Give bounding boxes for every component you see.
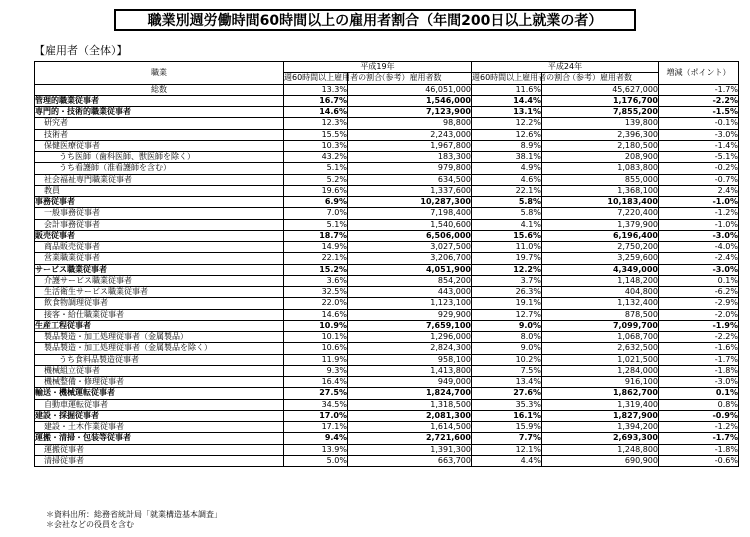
change-cell: -1.8%: [659, 444, 739, 455]
employees-h24-cell: 6,196,400: [542, 230, 659, 241]
ratio-h19-cell: 3.6%: [284, 275, 348, 286]
ratio-h24-cell: 15.9%: [472, 422, 542, 433]
table-row: [35, 332, 739, 343]
table-row: [35, 422, 739, 433]
ratio-h19-cell: 16.4%: [284, 377, 348, 388]
ratio-h19-cell: 32.5%: [284, 287, 348, 298]
table-row: [35, 219, 739, 230]
employees-h19-cell: 1,824,700: [348, 388, 472, 399]
total-name: 総数: [35, 84, 284, 95]
ratio-h24-cell: 27.6%: [472, 388, 542, 399]
table-row: [35, 444, 739, 455]
occupation-cell: 一般事務従事者: [35, 208, 284, 219]
occupation-cell: 製品製造・加工処理従事者（金属製品を除く）: [35, 343, 284, 354]
ratio-h19-cell: 14.9%: [284, 242, 348, 253]
employees-h24-cell: 1,148,200: [542, 275, 659, 286]
table-row: [35, 410, 739, 421]
footnote-officers: ＊会社などの役員を含む: [46, 520, 134, 529]
change-cell: -1.0%: [659, 219, 739, 230]
header-category: 職業: [35, 62, 284, 85]
change-cell: -6.2%: [659, 287, 739, 298]
ratio-h24-cell: 22.1%: [472, 185, 542, 196]
employees-h24-cell: 2,180,500: [542, 140, 659, 151]
header-year-h24: 平成24年: [472, 62, 659, 73]
change-cell: -1.7%: [659, 354, 739, 365]
change-cell: -4.0%: [659, 242, 739, 253]
occupation-cell: 技術者: [35, 129, 284, 140]
occupation-cell: 商品販売従事者: [35, 242, 284, 253]
occupation-cell: 清掃従事者: [35, 455, 284, 466]
ratio-h24-cell: 19.1%: [472, 298, 542, 309]
occupation-cell: 機械整備・修理従事者: [35, 377, 284, 388]
ratio-h24-cell: 4.1%: [472, 219, 542, 230]
occupation-cell: うち医師（歯科医師、獣医師を除く）: [35, 152, 284, 163]
employees-h19-cell: 4,051,900: [348, 264, 472, 275]
ratio-h24-cell: 12.2%: [472, 118, 542, 129]
employees-h19-cell: 2,243,000: [348, 129, 472, 140]
table-row: [35, 388, 739, 399]
table-row: [35, 287, 739, 298]
change-cell: -0.1%: [659, 118, 739, 129]
table-row: [35, 298, 739, 309]
employees-h24-cell: 1,368,100: [542, 185, 659, 196]
table-row: [35, 129, 739, 140]
employees-h24-cell: 7,099,700: [542, 320, 659, 331]
ratio-h24-cell: 4.9%: [472, 163, 542, 174]
occupation-cell: 会計事務従事者: [35, 219, 284, 230]
employees-h24-cell: 1,379,900: [542, 219, 659, 230]
occupation-cell: 製品製造・加工処理従事者（金属製品）: [35, 332, 284, 343]
table-row: [35, 197, 739, 208]
table-row: [35, 118, 739, 129]
employees-h19-cell: 1,413,800: [348, 365, 472, 376]
employees-h24-cell: 1,862,700: [542, 388, 659, 399]
occupation-cell: 接客・給仕職業従事者: [35, 309, 284, 320]
occupation-cell: 介護サービス職業従事者: [35, 275, 284, 286]
table-row: [35, 264, 739, 275]
occupation-cell: 保健医療従事者: [35, 140, 284, 151]
total-employees-h19: 46,051,000: [348, 84, 472, 95]
employees-h19-cell: 929,900: [348, 309, 472, 320]
employees-h24-cell: 690,900: [542, 455, 659, 466]
page-title: [114, 9, 636, 31]
employees-h24-cell: 3,259,600: [542, 253, 659, 264]
employment-table: [34, 61, 739, 467]
header-employees-h19: （参考）雇用者数: [348, 73, 472, 84]
change-cell: -1.8%: [659, 365, 739, 376]
ratio-h19-cell: 10.9%: [284, 320, 348, 331]
employees-h19-cell: 7,123,900: [348, 107, 472, 118]
employees-h19-cell: 1,296,000: [348, 332, 472, 343]
occupation-cell: 運搬・清掃・包装等従事者: [35, 433, 284, 444]
ratio-h19-cell: 9.4%: [284, 433, 348, 444]
employees-h19-cell: 10,287,300: [348, 197, 472, 208]
change-cell: 0.1%: [659, 275, 739, 286]
employees-h19-cell: 98,800: [348, 118, 472, 129]
occupation-cell: 輸送・機械運転従事者: [35, 388, 284, 399]
ratio-h19-cell: 19.6%: [284, 185, 348, 196]
employees-h19-cell: 1,614,500: [348, 422, 472, 433]
occupation-cell: 社会福祉専門職業従事者: [35, 174, 284, 185]
ratio-h19-cell: 18.7%: [284, 230, 348, 241]
change-cell: -2.9%: [659, 298, 739, 309]
occupation-cell: 営業職業従事者: [35, 253, 284, 264]
table-row: [35, 365, 739, 376]
ratio-h19-cell: 5.2%: [284, 174, 348, 185]
ratio-h24-cell: 3.7%: [472, 275, 542, 286]
ratio-h19-cell: 22.1%: [284, 253, 348, 264]
table-row: [35, 140, 739, 151]
employees-h24-cell: 404,800: [542, 287, 659, 298]
ratio-h24-cell: 16.1%: [472, 410, 542, 421]
employees-h19-cell: 854,200: [348, 275, 472, 286]
ratio-h24-cell: 12.1%: [472, 444, 542, 455]
occupation-cell: サービス職業従事者: [35, 264, 284, 275]
occupation-cell: 販売従事者: [35, 230, 284, 241]
page-title-text: 職業別週労働時間60時間以上の雇用者割合（年間200日以上就業の者）: [147, 13, 603, 29]
employees-h19-cell: 979,800: [348, 163, 472, 174]
footnotes: [46, 510, 222, 530]
occupation-cell: 建設・採掘従事者: [35, 410, 284, 421]
table-row: [35, 95, 739, 106]
total-change: -1.7%: [659, 84, 739, 95]
employees-h24-cell: 1,132,400: [542, 298, 659, 309]
total-ratio-h24: 11.6%: [472, 84, 542, 95]
employees-h24-cell: 1,176,700: [542, 95, 659, 106]
total-employees-h24: 45,627,000: [542, 84, 659, 95]
table-row: [35, 320, 739, 331]
change-cell: -1.2%: [659, 208, 739, 219]
occupation-cell: 機械組立従事者: [35, 365, 284, 376]
table-row: [35, 107, 739, 118]
employees-h24-cell: 2,396,300: [542, 129, 659, 140]
occupation-cell: 生産工程従事者: [35, 320, 284, 331]
ratio-h24-cell: 4.4%: [472, 455, 542, 466]
ratio-h19-cell: 27.5%: [284, 388, 348, 399]
ratio-h19-cell: 12.3%: [284, 118, 348, 129]
ratio-h19-cell: 11.9%: [284, 354, 348, 365]
employees-h24-cell: 2,693,300: [542, 433, 659, 444]
change-cell: -2.2%: [659, 332, 739, 343]
table-row: [35, 377, 739, 388]
ratio-h24-cell: 7.7%: [472, 433, 542, 444]
employees-h24-cell: 855,000: [542, 174, 659, 185]
change-cell: 0.1%: [659, 388, 739, 399]
table-row: [35, 253, 739, 264]
change-cell: -2.4%: [659, 253, 739, 264]
ratio-h24-cell: 13.4%: [472, 377, 542, 388]
employees-h19-cell: 958,100: [348, 354, 472, 365]
employees-h19-cell: 1,337,600: [348, 185, 472, 196]
employees-h24-cell: 1,083,800: [542, 163, 659, 174]
ratio-h19-cell: 16.7%: [284, 95, 348, 106]
ratio-h24-cell: 7.5%: [472, 365, 542, 376]
ratio-h24-cell: 12.2%: [472, 264, 542, 275]
table-row: [35, 208, 739, 219]
employees-h19-cell: 1,318,500: [348, 399, 472, 410]
occupation-cell: 生活衛生サービス職業従事者: [35, 287, 284, 298]
occupation-cell: 教員: [35, 185, 284, 196]
ratio-h24-cell: 15.6%: [472, 230, 542, 241]
ratio-h19-cell: 10.3%: [284, 140, 348, 151]
change-cell: 0.8%: [659, 399, 739, 410]
employees-h24-cell: 139,800: [542, 118, 659, 129]
change-cell: -3.0%: [659, 230, 739, 241]
ratio-h19-cell: 6.9%: [284, 197, 348, 208]
change-cell: -1.5%: [659, 107, 739, 118]
occupation-cell: 飲食物調理従事者: [35, 298, 284, 309]
occupation-cell: 運搬従事者: [35, 444, 284, 455]
employees-h24-cell: 1,068,700: [542, 332, 659, 343]
employees-h19-cell: 2,824,300: [348, 343, 472, 354]
occupation-cell: 建設・土木作業従事者: [35, 422, 284, 433]
employees-h19-cell: 7,659,100: [348, 320, 472, 331]
employees-h24-cell: 916,100: [542, 377, 659, 388]
occupation-cell: うち食料品製造従事者: [35, 354, 284, 365]
employees-h24-cell: 1,021,500: [542, 354, 659, 365]
header-employees-h24: （参考）雇用者数: [542, 73, 659, 84]
ratio-h24-cell: 12.7%: [472, 309, 542, 320]
ratio-h19-cell: 10.1%: [284, 332, 348, 343]
occupation-cell: 専門的・技術的職業従事者: [35, 107, 284, 118]
ratio-h19-cell: 34.5%: [284, 399, 348, 410]
change-cell: 2.4%: [659, 185, 739, 196]
ratio-h19-cell: 15.5%: [284, 129, 348, 140]
employees-h24-cell: 7,855,200: [542, 107, 659, 118]
employees-h24-cell: 4,349,000: [542, 264, 659, 275]
change-cell: -1.4%: [659, 140, 739, 151]
footnote-source: ＊資料出所：総務省統計局「就業構造基本調査」: [46, 510, 222, 519]
ratio-h19-cell: 14.6%: [284, 309, 348, 320]
occupation-cell: 管理的職業従事者: [35, 95, 284, 106]
employees-h24-cell: 208,900: [542, 152, 659, 163]
ratio-h19-cell: 17.1%: [284, 422, 348, 433]
table-row: [35, 242, 739, 253]
change-cell: -3.0%: [659, 264, 739, 275]
ratio-h24-cell: 5.8%: [472, 197, 542, 208]
ratio-h24-cell: 35.3%: [472, 399, 542, 410]
employees-h19-cell: 2,081,300: [348, 410, 472, 421]
employees-h24-cell: 1,319,400: [542, 399, 659, 410]
employees-h19-cell: 7,198,400: [348, 208, 472, 219]
occupation-cell: 自動車運転従事者: [35, 399, 284, 410]
ratio-h19-cell: 5.0%: [284, 455, 348, 466]
ratio-h19-cell: 22.0%: [284, 298, 348, 309]
ratio-h19-cell: 13.9%: [284, 444, 348, 455]
employees-h19-cell: 1,967,800: [348, 140, 472, 151]
employees-h19-cell: 443,000: [348, 287, 472, 298]
ratio-h24-cell: 14.4%: [472, 95, 542, 106]
total-row: [35, 84, 739, 95]
employees-h24-cell: 7,220,400: [542, 208, 659, 219]
ratio-h24-cell: 13.1%: [472, 107, 542, 118]
header-year-h19: 平成19年: [284, 62, 472, 73]
change-cell: -3.0%: [659, 129, 739, 140]
change-cell: -1.9%: [659, 320, 739, 331]
change-cell: -5.1%: [659, 152, 739, 163]
table-row: [35, 163, 739, 174]
employees-h19-cell: 949,000: [348, 377, 472, 388]
ratio-h19-cell: 5.1%: [284, 163, 348, 174]
ratio-h24-cell: 5.8%: [472, 208, 542, 219]
occupation-cell: 事務従事者: [35, 197, 284, 208]
ratio-h24-cell: 9.0%: [472, 320, 542, 331]
total-ratio-h19: 13.3%: [284, 84, 348, 95]
table-row: [35, 230, 739, 241]
table-row: [35, 455, 739, 466]
table-row: [35, 174, 739, 185]
employees-h24-cell: 1,284,000: [542, 365, 659, 376]
ratio-h19-cell: 9.3%: [284, 365, 348, 376]
employees-h19-cell: 3,206,700: [348, 253, 472, 264]
ratio-h19-cell: 14.6%: [284, 107, 348, 118]
occupation-cell: うち看護師（准看護師を含む）: [35, 163, 284, 174]
employees-h24-cell: 10,183,400: [542, 197, 659, 208]
change-cell: -1.6%: [659, 343, 739, 354]
change-cell: -1.2%: [659, 422, 739, 433]
change-cell: -0.9%: [659, 410, 739, 421]
employees-h24-cell: 2,632,500: [542, 343, 659, 354]
ratio-h24-cell: 11.0%: [472, 242, 542, 253]
table-row: [35, 399, 739, 410]
ratio-h24-cell: 26.3%: [472, 287, 542, 298]
occupation-cell: 研究者: [35, 118, 284, 129]
change-cell: -0.2%: [659, 163, 739, 174]
table-row: [35, 152, 739, 163]
table-row: [35, 354, 739, 365]
employees-h24-cell: 2,750,200: [542, 242, 659, 253]
employees-h24-cell: 1,248,800: [542, 444, 659, 455]
ratio-h24-cell: 8.9%: [472, 140, 542, 151]
ratio-h24-cell: 19.7%: [472, 253, 542, 264]
ratio-h24-cell: 9.0%: [472, 343, 542, 354]
change-cell: -0.6%: [659, 455, 739, 466]
header-change: 増減（ポイント）: [659, 62, 739, 85]
header-ratio-h24: 週60時間以上雇用者の割合: [472, 73, 571, 83]
employees-h19-cell: 183,300: [348, 152, 472, 163]
ratio-h24-cell: 38.1%: [472, 152, 542, 163]
employees-h19-cell: 1,540,600: [348, 219, 472, 230]
ratio-h19-cell: 43.2%: [284, 152, 348, 163]
employees-h19-cell: 663,700: [348, 455, 472, 466]
ratio-h24-cell: 8.0%: [472, 332, 542, 343]
employees-h19-cell: 2,721,600: [348, 433, 472, 444]
ratio-h19-cell: 17.0%: [284, 410, 348, 421]
change-cell: -1.7%: [659, 433, 739, 444]
change-cell: -2.0%: [659, 309, 739, 320]
employees-h19-cell: 634,500: [348, 174, 472, 185]
table-row: [35, 309, 739, 320]
employees-h19-cell: 1,391,300: [348, 444, 472, 455]
ratio-h19-cell: 5.1%: [284, 219, 348, 230]
ratio-h19-cell: 15.2%: [284, 264, 348, 275]
employees-h24-cell: 1,394,200: [542, 422, 659, 433]
employees-h24-cell: 878,500: [542, 309, 659, 320]
employees-h24-cell: 1,827,900: [542, 410, 659, 421]
change-cell: -3.0%: [659, 377, 739, 388]
section-label: 【雇用者（全体）】: [34, 44, 128, 57]
header-ratio-h19: 週60時間以上雇用者の割合: [284, 73, 383, 83]
table-row: [35, 275, 739, 286]
table-row: [35, 185, 739, 196]
ratio-h19-cell: 10.6%: [284, 343, 348, 354]
change-cell: -2.2%: [659, 95, 739, 106]
table-row: [35, 343, 739, 354]
employees-h19-cell: 1,546,000: [348, 95, 472, 106]
employees-h19-cell: 3,027,500: [348, 242, 472, 253]
change-cell: -0.7%: [659, 174, 739, 185]
ratio-h24-cell: 10.2%: [472, 354, 542, 365]
employees-h19-cell: 1,123,100: [348, 298, 472, 309]
employees-h19-cell: 6,506,000: [348, 230, 472, 241]
change-cell: -1.0%: [659, 197, 739, 208]
ratio-h24-cell: 4.6%: [472, 174, 542, 185]
ratio-h19-cell: 7.0%: [284, 208, 348, 219]
table-row: [35, 433, 739, 444]
ratio-h24-cell: 12.6%: [472, 129, 542, 140]
